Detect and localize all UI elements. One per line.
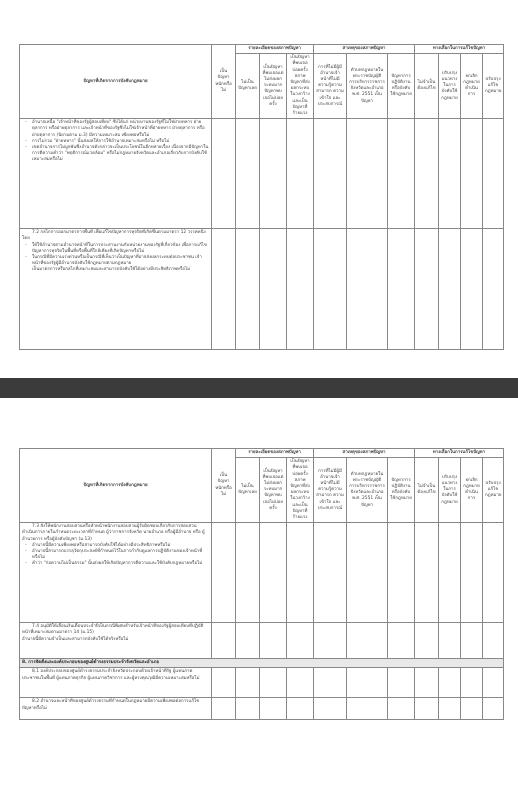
solution-col-2: ปรับปรุงแนวทางในการบังคับใช้กฎหมาย	[439, 54, 461, 119]
answer-cell[interactable]	[439, 698, 461, 720]
answer-cell[interactable]	[287, 229, 314, 350]
answer-cell[interactable]	[236, 119, 260, 229]
answer-cell[interactable]	[260, 523, 287, 623]
answer-cell[interactable]	[439, 623, 461, 659]
answer-cell[interactable]	[287, 698, 314, 720]
cause-col-2: ตัวบทกฎหมายในพระราชบัญญัติการบริหารราชการจังหวัดและอำเภอ พ.ศ. 2551 เป็นปัญหา	[347, 54, 388, 119]
answer-cell[interactable]	[388, 623, 415, 659]
detail-col-3: เป็นปัญหาที่พบเจอบ่อยครั้ง สภาพปัญหาที่ส่งผลกระทบในวงกว้างและเป็นปัญหาที่ร้ายแรง	[287, 54, 314, 119]
solution-col-1: ไม่จำเป็นต้องแก้ไข	[415, 458, 439, 523]
answer-cell[interactable]	[314, 229, 347, 350]
answer-cell[interactable]	[388, 119, 415, 229]
answer-cell[interactable]	[212, 523, 236, 623]
answer-cell[interactable]	[260, 229, 287, 350]
cause-col-1: การที่ไม่มีผู้มีอำนาจเจ้าหน้าที่ไม่มีความรู้ความสามารถ ความเข้าใจ และประสบการณ์	[314, 54, 347, 119]
detail-col-2: เป็นปัญหาที่พบเจอแต่ไม่ส่งผลกระทบมาก ปัญหาพบเจอไม่บ่อยครั้ง	[260, 458, 287, 523]
answer-cell[interactable]	[461, 623, 483, 659]
answer-cell[interactable]	[347, 229, 388, 350]
answer-cell[interactable]	[415, 229, 439, 350]
answer-cell[interactable]	[212, 623, 236, 659]
evaluation-table-2	[19, 448, 504, 720]
answer-cell[interactable]	[212, 698, 236, 720]
solution-group-header: ทางเลือกในการแก้ไขปัญหา	[415, 45, 504, 54]
solution-col-2: ปรับปรุงแนวทางในการบังคับใช้กฎหมาย	[439, 458, 461, 523]
answer-cell[interactable]	[461, 523, 483, 623]
detail-col-3: เป็นปัญหาที่พบเจอบ่อยครั้ง สภาพปัญหาที่ส่งผลกระทบในวงกว้างและเป็นปัญหาที่ร้ายแรง	[287, 458, 314, 523]
answer-cell[interactable]	[483, 698, 504, 720]
answer-cell[interactable]	[415, 523, 439, 623]
answer-cell[interactable]	[236, 698, 260, 720]
answer-cell[interactable]	[439, 668, 461, 698]
issue-column-header: ปัญหาที่เกิดจากการบังคับกฎหมาย	[20, 449, 212, 523]
answer-cell[interactable]	[483, 668, 504, 698]
answer-cell[interactable]	[439, 229, 461, 350]
answer-cell[interactable]	[461, 668, 483, 698]
question-footer: อำนาจนี้มีความจำเป็นและสามารถบังคับใช้ได้จริงหรือไม่	[22, 636, 129, 642]
list-item: - คำว่า "ก่อความไม่เป็นธรรม" นั้นส่งผลให้เกิดปัญหาการตีความและใช้บังคับกฎหมายหรือไม่	[25, 561, 203, 567]
list-item: - เขตอำนาจการไม่ผูกพันซึ่งอำนาจดังกล่าวจะเป็นประโยชน์ในอีกหลายเรื่อง เนื่องจากมีปัญหาในการตีความคำว่า "พฤติการณ์แวดล้อม" หรือไม่กฎหมายจังหวัดและอำเภอเกี่ยวกับการบังคับใช้เหมาะสมหรือไม่	[25, 145, 209, 163]
solution-col-3: ยกเลิกกฎหมายดำเนินการ	[461, 54, 483, 119]
answer-cell[interactable]	[415, 119, 439, 229]
list-item: - อำนาจเหนือ "เจ้าหน้าที่ของรัฐผู้สอบเทียบ" ซึ่งได้แก่ หน่วยงานของรัฐที่ไม่ใช่ฝ่ายทหาร ฝ่ายตุลาการ หรือฝ่ายตุลาการ และเจ้าหน้าที่ของรัฐซึ่งไม่ใช่เจ้าหน้าที่ฝ่ายทหาร ฝ่ายตุลาการ หรือฝ่ายตุลาการ (นิยามตาม ม.3) มีความเหมาะสม เพียงพอหรือไม่	[25, 120, 205, 138]
answer-cell[interactable]	[461, 229, 483, 350]
cause-col-3: ปัญหาการปฏิบัติงานหรือบังคับใช้กฎหมาย	[388, 54, 415, 119]
solution-col-3: ยกเลิกกฎหมายดำเนินการ	[461, 458, 483, 523]
list-item: - อำนาจนี้มีความเพียงพอหรือสามารถบังคับใช้ได้อย่างมีประสิทธิภาพหรือไม่	[25, 542, 171, 548]
document-page-2	[0, 398, 518, 800]
answer-cell[interactable]	[347, 119, 388, 229]
problem-detail-group-header: รายละเอียดของสภาพปัญหา	[236, 45, 314, 54]
answer-cell[interactable]	[212, 229, 236, 350]
answer-cell[interactable]	[287, 668, 314, 698]
answer-cell[interactable]	[260, 623, 287, 659]
problem-cause-group-header: สาเหตุของสภาพปัญหา	[314, 449, 415, 458]
answer-cell[interactable]	[388, 523, 415, 623]
answer-cell[interactable]	[347, 698, 388, 720]
answer-cell[interactable]	[212, 119, 236, 229]
answer-cell[interactable]	[483, 523, 504, 623]
answer-cell[interactable]	[287, 523, 314, 623]
answer-cell[interactable]	[439, 119, 461, 229]
problem-detail-group-header: รายละเอียดของสภาพปัญหา	[236, 449, 314, 458]
question-heading: 7.2 กลไกการออกมาตรการพื้นที่ เพื่อแก้ไขปัญหาการทุจริตที่เกิดขึ้นตามมาตรา 12 วรรคหนึ่ง โดย	[22, 230, 206, 242]
answer-cell[interactable]	[212, 668, 236, 698]
answer-cell[interactable]	[347, 623, 388, 659]
cause-col-1: การที่ไม่มีผู้มีอำนาจเจ้าหน้าที่ไม่มีความรู้ความสามารถ ความเข้าใจ และประสบการณ์	[314, 458, 347, 523]
answer-cell[interactable]	[314, 623, 347, 659]
answer-cell[interactable]	[236, 229, 260, 350]
question-heading: 7.3 สั่งให้พนักงานสอบสวนหรือหัวหน้าพนักงานสอบสวนผู้รับผิดชอบเกี่ยวกับการสอบสวนดำเนินการภายในกำหนดระยะเวลาที่กำหนด ผู้ว่าราชการจังหวัด นายอำเภอ หรือผู้มีอำนาจ หรือ ผู้อำนวยการ หรือผู้บังคับบัญชา (ม.13)	[22, 524, 205, 542]
question-cell	[20, 668, 212, 698]
answer-cell[interactable]	[388, 698, 415, 720]
solution-col-1: ไม่จำเป็นต้องแก้ไข	[415, 54, 439, 119]
issue-column-header: ปัญหาที่เกิดจากการบังคับกฎหมาย	[20, 45, 212, 119]
solution-col-4: ปรับปรุงแก้ไขกฎหมาย	[483, 54, 504, 119]
evaluation-table-1	[19, 44, 504, 350]
list-item: - ให้ใช้อำนาจตามอำนาจหน้าที่ในการประสานงานกับหน่วยงานของรัฐที่เกี่ยวข้อง เพื่อการแก้ไขปัญหาการทุจริตในพื้นที่หรือพื้นที่ใกล้เคียงที่เกิดปัญหาหรือไม่	[25, 242, 207, 254]
list-item: - อำนาจนี้สามารถบรรลุวัตถุประสงค์ที่กำหนดไว้ในการกำกับดูแลการปฏิบัติงานของเจ้าหน้าที่หรือไม่	[25, 549, 203, 561]
answer-cell[interactable]	[260, 698, 287, 720]
solution-col-4: ปรับปรุงแก้ไขกฎหมาย	[483, 458, 504, 523]
detail-col-1: ไม่เป็นปัญหาเลย	[236, 458, 260, 523]
question-cell	[20, 229, 212, 350]
answer-cell[interactable]	[388, 229, 415, 350]
answer-cell[interactable]	[314, 119, 347, 229]
list-item: - การไม่รวม "ฝ่ายทหาร" นั้นส่งผลให้การใช้อำนาจเหมาะสมหรือไม่ หรือไม่	[25, 138, 170, 144]
answer-cell[interactable]	[388, 668, 415, 698]
answer-cell[interactable]	[415, 623, 439, 659]
answer-cell[interactable]	[415, 698, 439, 720]
answer-cell[interactable]	[314, 698, 347, 720]
answer-cell[interactable]	[314, 523, 347, 623]
answer-cell[interactable]	[439, 523, 461, 623]
answer-cell[interactable]	[314, 668, 347, 698]
section-8-heading: 8. การจัดตั้งและองค์ประกอบของศูนย์ดำรงธรรมประจำจังหวัดและอำเภอ	[20, 659, 504, 668]
answer-cell[interactable]	[236, 668, 260, 698]
answer-cell[interactable]	[483, 229, 504, 350]
answer-cell[interactable]	[236, 623, 260, 659]
document-page-1	[0, 0, 518, 378]
answer-cell[interactable]	[260, 668, 287, 698]
answer-cell[interactable]	[287, 119, 314, 229]
question-heading: 8.1 องค์ประกอบของศูนย์ดำรงธรรมประจำจังหวัดประกอบด้วยเจ้าหน้าที่รัฐ ผู้แทนภาคประชาชนในพื้นที่ ผู้แทนภาคธุรกิจ ผู้แทนภาควิชาการ และผู้ทรงคุณวุฒิมีความเหมาะสมหรือไม่	[22, 669, 200, 681]
severity-column-header: เป็นปัญหาหนักหรือไม่	[212, 45, 236, 119]
answer-cell[interactable]	[260, 119, 287, 229]
answer-cell[interactable]	[461, 698, 483, 720]
question-cell	[20, 698, 212, 720]
answer-cell[interactable]	[415, 668, 439, 698]
question-heading: 8.2 อำนาจและหน้าที่ของศูนย์ดำรงธรรมที่กำหนดในกฎหมายมีความเพียงพอต่อการแก้ไขปัญหาหรือไม่	[22, 699, 200, 711]
cause-col-2: ตัวบทกฎหมายในพระราชบัญญัติการบริหารราชการจังหวัดและอำเภอ พ.ศ. 2551 เป็นปัญหา	[347, 458, 388, 523]
answer-cell[interactable]	[236, 523, 260, 623]
list-item: - ในกรณีที่มีความเร่งด่วนหรือเป็นกรณีที่เห็นว่าเป็นปัญหาที่อาจส่งผลกระทบต่อประชาชน เจ้าหน้าที่ของรัฐผู้มีอำนาจบังคับใช้กฎหมายตามกฎหมาย	[25, 255, 202, 267]
solution-group-header: ทางเลือกในการแก้ไขปัญหา	[415, 449, 504, 458]
detail-col-2: เป็นปัญหาที่พบเจอแต่ไม่ส่งผลกระทบมาก ปัญหาพบเจอไม่บ่อยครั้ง	[260, 54, 287, 119]
detail-col-1: ไม่เป็นปัญหาเลย	[236, 54, 260, 119]
answer-cell[interactable]	[347, 668, 388, 698]
answer-cell[interactable]	[287, 623, 314, 659]
question-cell	[20, 119, 212, 229]
question-cell	[20, 623, 212, 659]
answer-cell[interactable]	[461, 119, 483, 229]
answer-cell[interactable]	[483, 119, 504, 229]
question-heading: 7.4 อนุมัติให้เลื่อนเงินเดือนประจำปีเป็นกรณีพิเศษสำหรับเจ้าหน้าที่ของรัฐผู้สอบเทียบที่ปฏิบัติหน้าที่เหมาะสมตามมาตรา 14 (ม.15)	[22, 624, 204, 636]
question-footer: เป็นมาตรการหรือกลไกที่เหมาะสมและสามารถบังคับใช้ได้อย่างมีประสิทธิภาพหรือไม่	[32, 267, 190, 273]
problem-cause-group-header: สาเหตุของสภาพปัญหา	[314, 45, 415, 54]
question-cell	[20, 523, 212, 623]
answer-cell[interactable]	[347, 523, 388, 623]
answer-cell[interactable]	[483, 623, 504, 659]
severity-column-header: เป็นปัญหาหนักหรือไม่	[212, 449, 236, 523]
cause-col-3: ปัญหาการปฏิบัติงานหรือบังคับใช้กฎหมาย	[388, 458, 415, 523]
